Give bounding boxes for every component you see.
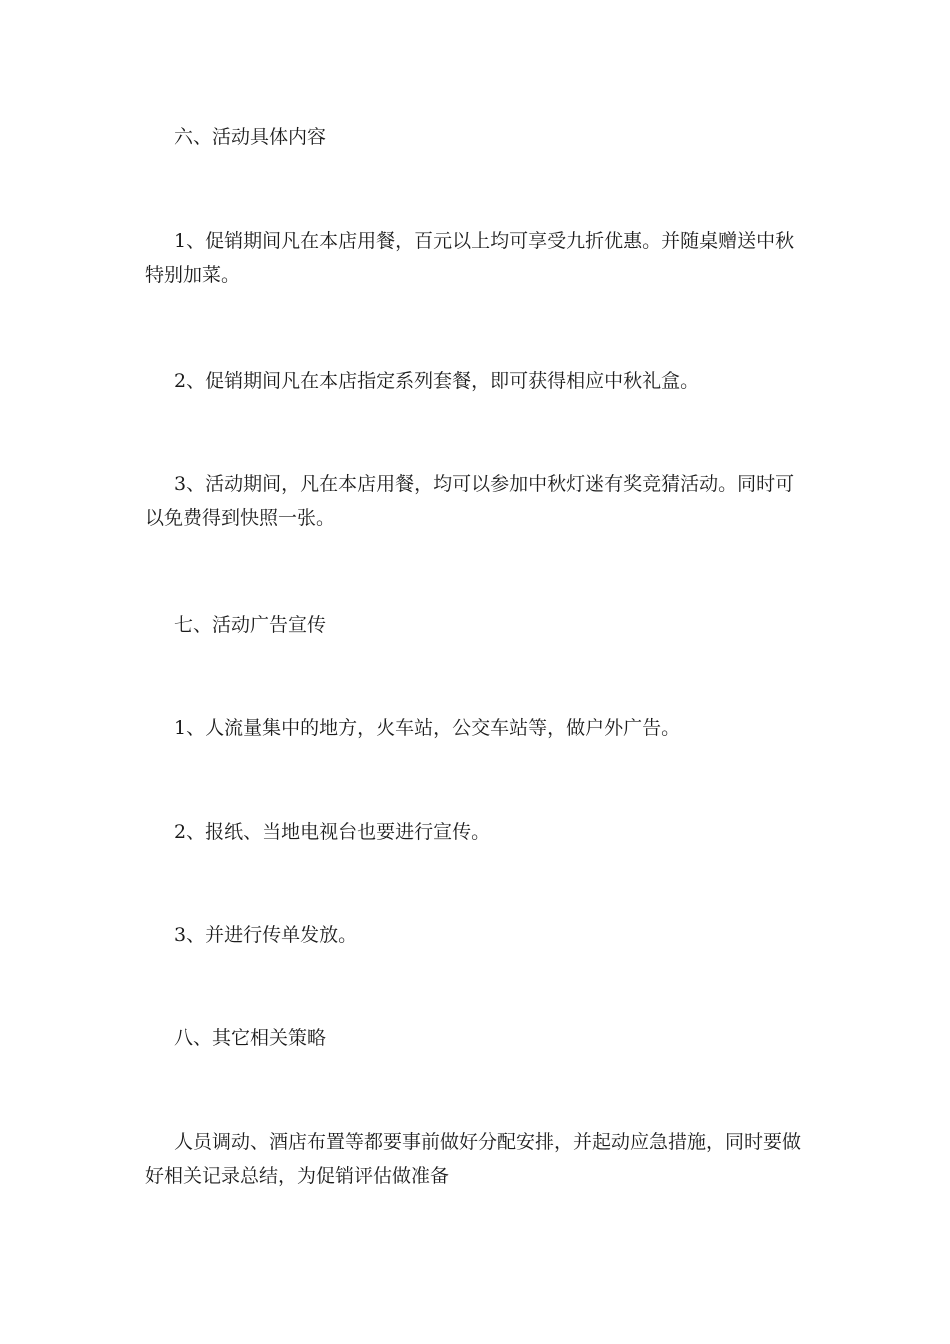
section-heading-other-strategies: 八、其它相关策略: [174, 1027, 327, 1049]
paragraph-advertising-item-1: 1、人流量集中的地方，火车站，公交车站等，做户外广告。: [174, 717, 681, 739]
paragraph-advertising-item-3: 3、并进行传单发放。: [174, 924, 358, 946]
section-heading-advertising: 七、活动广告宣传: [174, 614, 327, 636]
paragraph-advertising-item-2: 2、报纸、当地电视台也要进行宣传。: [174, 821, 491, 843]
paragraph-content-item-3: 3、活动期间，凡在本店用餐，均可以参加中秋灯迷有奖竞猜活动。同时可以免费得到快照一张。: [145, 473, 795, 529]
paragraph-content-item-1: 1、促销期间凡在本店用餐，百元以上均可享受九折优惠。并随桌赠送中秋特别加菜。: [145, 230, 795, 286]
section-heading-activity-content: 六、活动具体内容: [174, 126, 327, 148]
paragraph-other-strategies: 人员调动、酒店布置等都要事前做好分配安排，并起动应急措施，同时要做好相关记录总结，为促销评估做准备: [145, 1131, 802, 1187]
paragraph-content-item-2: 2、促销期间凡在本店指定系列套餐，即可获得相应中秋礼盒。: [174, 370, 700, 392]
